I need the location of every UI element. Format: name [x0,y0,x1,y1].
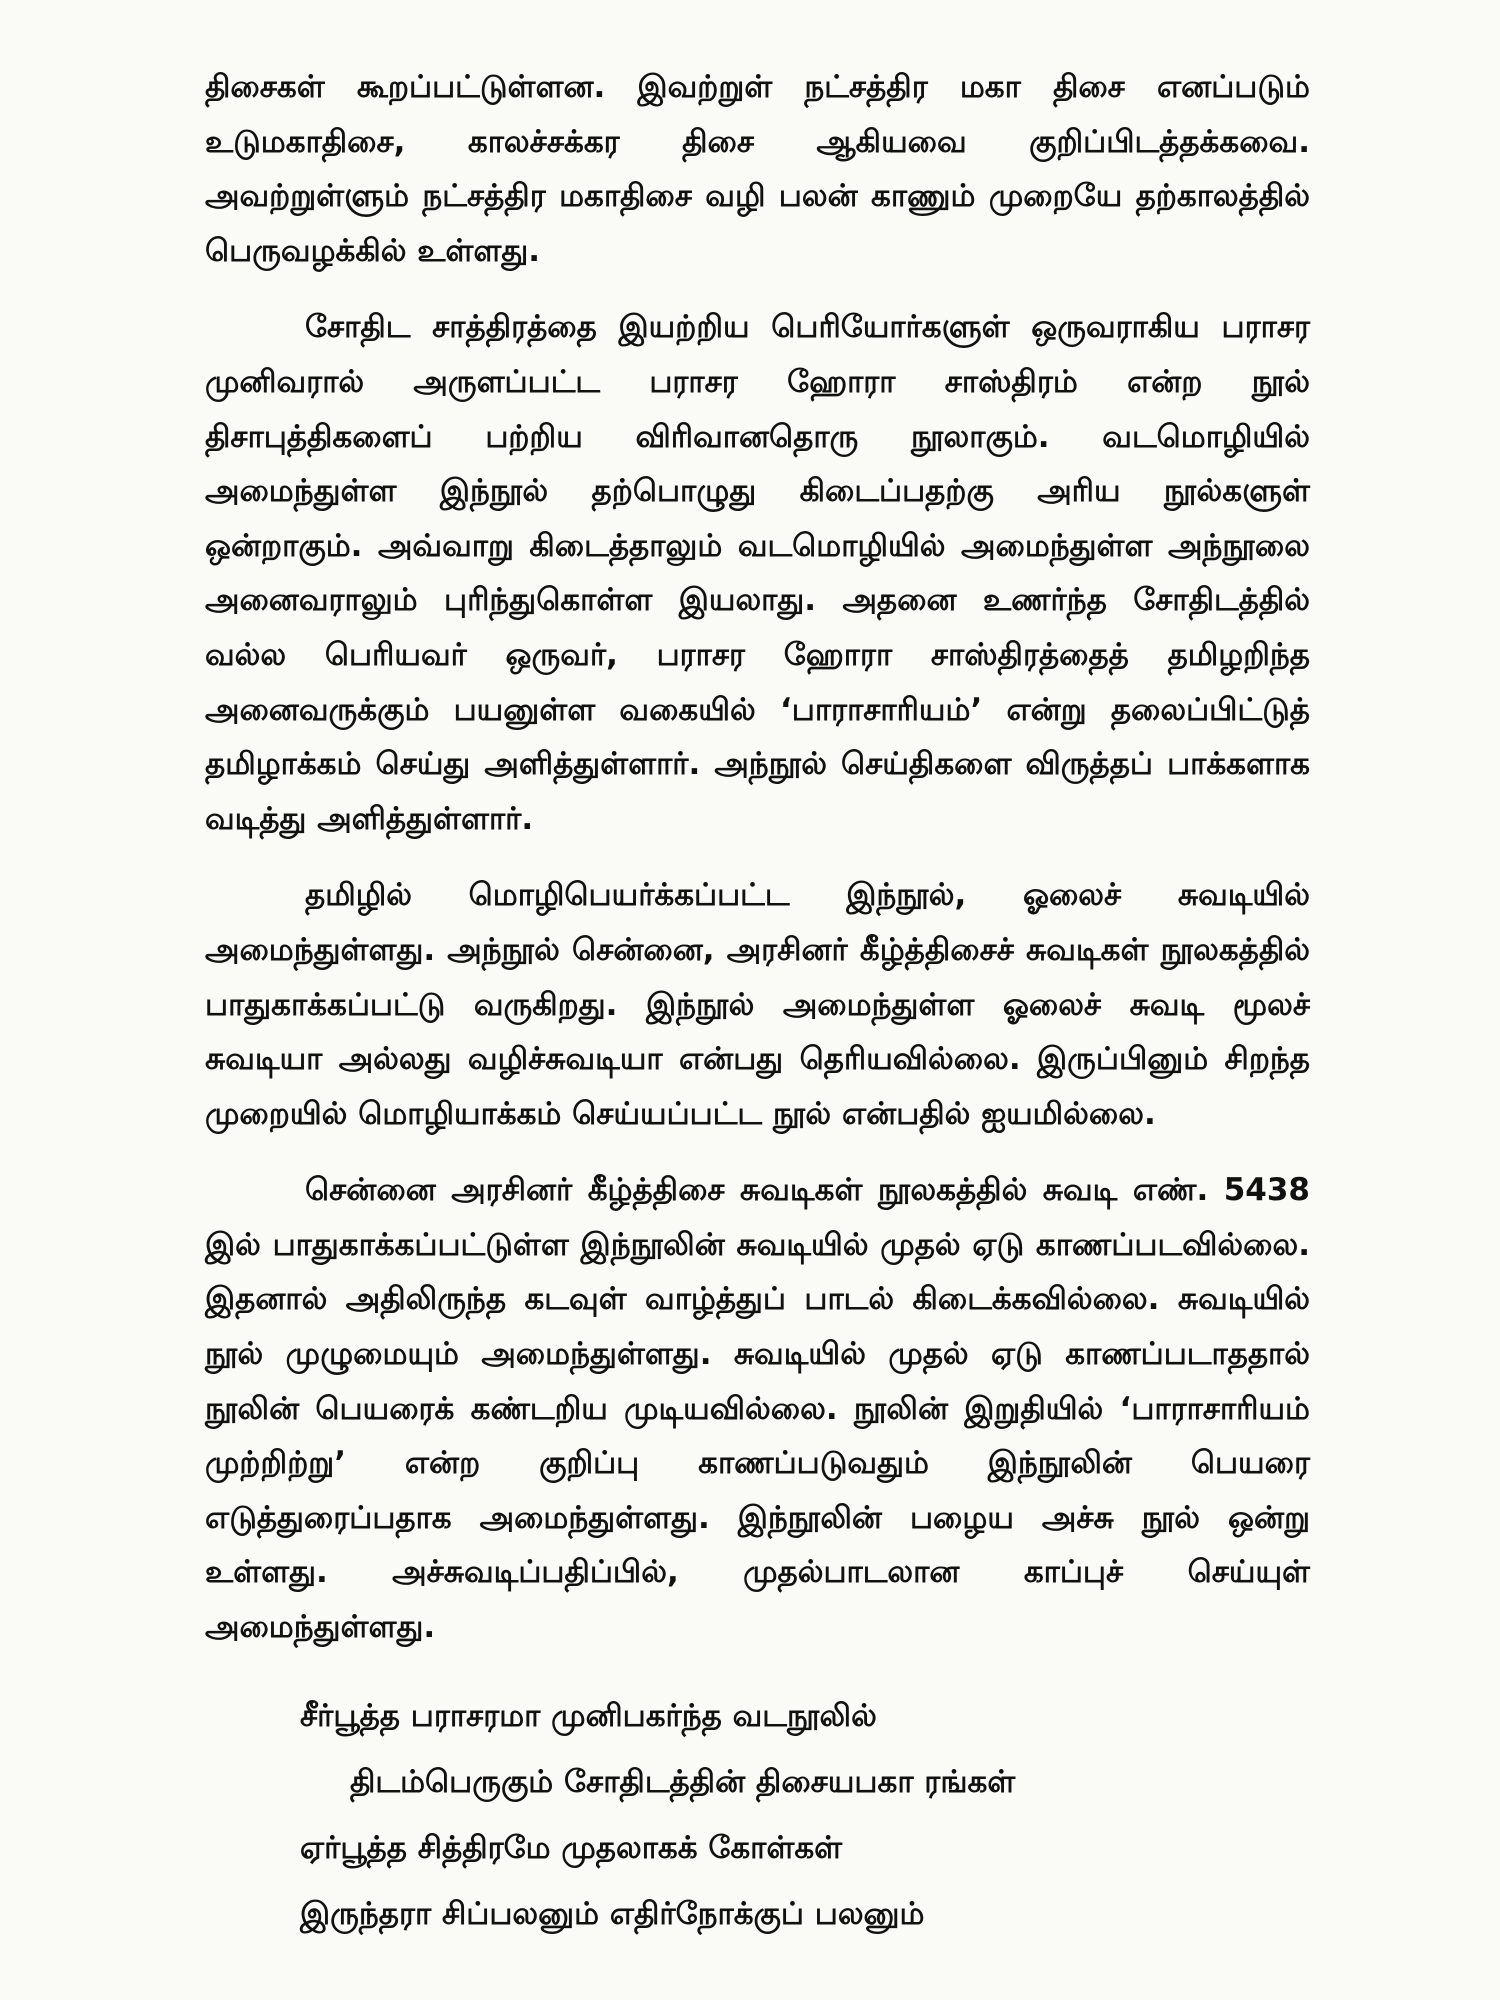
paragraph-4: சென்னை அரசினர் கீழ்த்திசை சுவடிகள் நூலகத்தில் சுவடி எண். 5438 இல் பாதுகாக்கப்பட்டுள்ள இந்நூலின் சுவடியில் முதல் ஏடு காணப்படவில்லை. இதனால் அதிலிருந்த கடவுள் வாழ்த்துப் பாடல் கிடைக்கவில்லை. சுவடியில் நூல் முழுமையும் அமைந்துள்ளது. சுவடியில் முதல் ஏடு காணப்படாததால் நூலின் பெயரைக் கண்டறிய முடியவில்லை. நூலின் இறுதியில் ‘பாராசாரியம் முற்றிற்று’ என்ற குறிப்பு காணப்படுவதும் இந்நூலின் பெயரை எடுத்துரைப்பதாக அமைந்துள்ளது. இந்நூலின் பழைய அச்சு நூல் ஒன்று உள்ளது. அச்சுவடிப்பதிப்பில், முதல்பாடலான காப்புச் செய்யுள் அமைந்துள்ளது. [205,1172,1310,1646]
paragraph-2: சோதிட சாத்திரத்தை இயற்றிய பெரியோர்களுள் ஒருவராகிய பராசர முனிவரால் அருளப்பட்ட பராசர ஹோரா சாஸ்திரம் என்ற நூல் திசாபுத்திகளைப் பற்றிய விரிவானதொரு நூலாகும். வடமொழியில் அமைந்துள்ள இந்நூல் தற்பொழுது கிடைப்பதற்கு அரிய நூல்களுள் ஒன்றாகும். அவ்வாறு கிடைத்தாலும் வடமொழியில் அமைந்துள்ள அந்நூலை அனைவராலும் புரிந்துகொள்ள இயலாது. அதனை உணர்ந்த சோதிடத்தில் வல்ல பெரியவர் ஒருவர், பராசர ஹோரா சாஸ்திரத்தைத் தமிழறிந்த அனைவருக்கும் பயனுள்ள வகையில் ‘பாராசாரியம்’ என்று தலைப்பிட்டுத் தமிழாக்கம் செய்து அளித்துள்ளார். அந்நூல் செய்திகளை விருத்தப் பாக்களாக வடித்து அளித்துள்ளார். [205,309,1310,837]
verse-block [300,1683,1015,1947]
verse-line-2: திடம்பெருகும் சோதிடத்தின் திசையபகா ரங்கள் [350,1764,1016,1800]
verse-line-4: இருந்தரா சிப்பலனும் எதிர்நோக்குப் பலனும் [300,1896,925,1932]
paragraph-3: தமிழில் மொழிபெயர்க்கப்பட்ட இந்நூல், ஓலைச் சுவடியில் அமைந்துள்ளது. அந்நூல் சென்னை, அரசினர் கீழ்த்திசைச் சுவடிகள் நூலகத்தில் பாதுகாக்கப்பட்டு வருகிறது. இந்நூல் அமைந்துள்ள ஓலைச் சுவடி மூலச் சுவடியா அல்லது வழிச்சுவடியா என்பது தெரியவில்லை. இருப்பினும் சிறந்த முறையில் மொழியாக்கம் செய்யப்பட்ட நூல் என்பதில் ஐயமில்லை. [205,877,1310,1132]
paragraph-1: திசைகள் கூறப்பட்டுள்ளன. இவற்றுள் நட்சத்திர மகா திசை எனப்படும் உடுமகாதிசை, காலச்சக்கர திசை ஆகியவை குறிப்பிடத்தக்கவை. அவற்றுள்ளும் நட்சத்திர மகாதிசை வழி பலன் காணும் முறையே தற்காலத்தில் பெருவழக்கில் உள்ளது. [205,69,1310,269]
verse-line-1: சீர்பூத்த பராசரமா முனிபகர்ந்த வடநூலில் [300,1698,877,1734]
body-text [205,60,1310,1655]
verse-line-3: ஏர்பூத்த சித்திரமே முதலாகக் கோள்கள் [300,1830,843,1866]
